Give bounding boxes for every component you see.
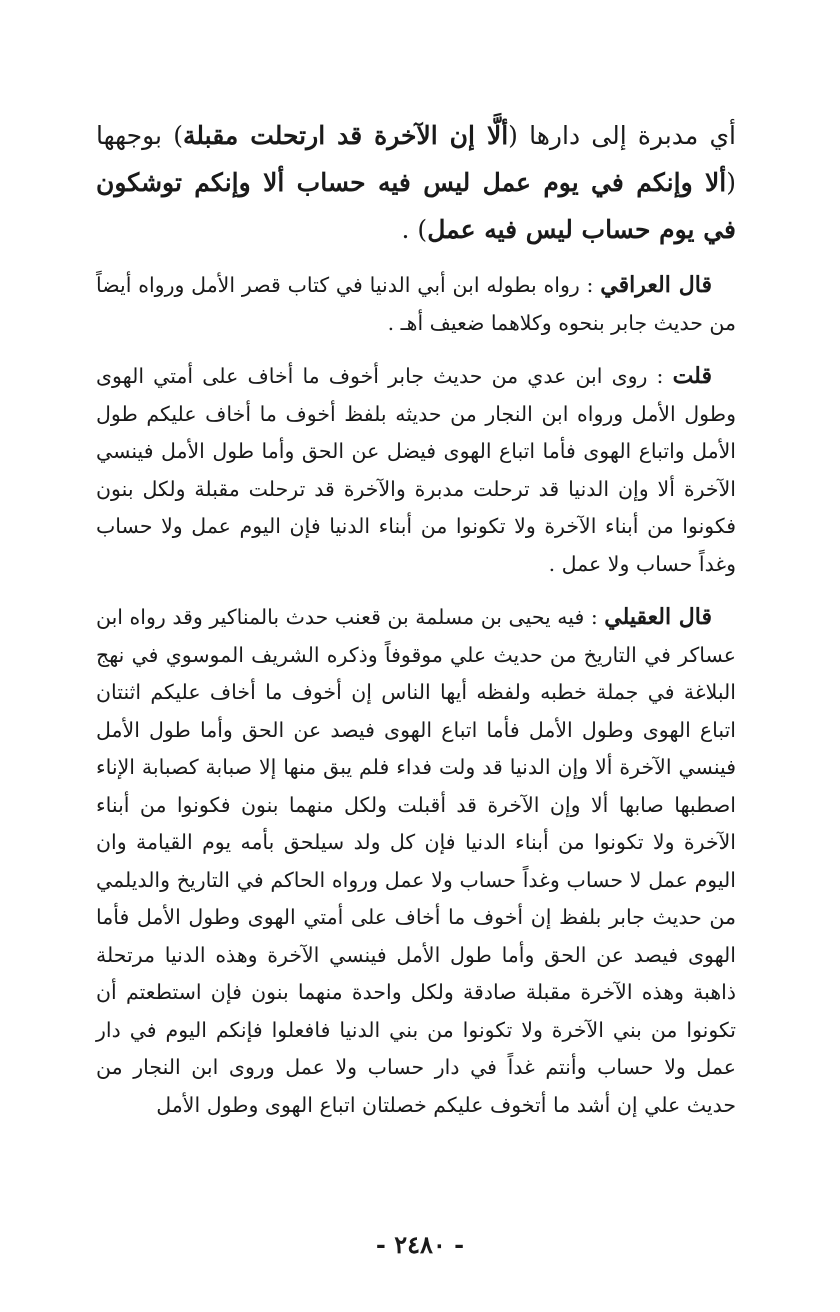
intro-text-1: أي مدبرة إلى دارها ( (508, 121, 736, 150)
page-content (96, 112, 736, 1124)
intro-text-2: ) بوجهها ( (96, 121, 736, 197)
speaker-label: قال العقيلي (604, 604, 712, 630)
speaker-label: قلت (672, 363, 712, 389)
intro-paragraph (96, 112, 736, 253)
intro-quote-2: ألا وإنكم في يوم عمل ليس فيه حساب ألا وإنكم توشكون في يوم حساب ليس فيه عمل (96, 168, 736, 244)
qultu-paragraph (96, 358, 736, 583)
paragraph-text: : فيه يحيى بن مسلمة بن قعنب حدث بالمناكير وقد رواه ابن عساكر في التاريخ من حديث علي موقوفاً وذكره الشريف الموسوي في نهج البلاغة في جملة خطبه ولفظه أيها الناس إن أخوف ما أخاف عليكم اثنتان اتباع الهوى وطول الأمل فأما اتباع الهوى فيصد عن الحق وأما طول الأمل فينسي الآخرة ألا وإن الدنيا قد ولت فداء فلم يبق منها إلا صبابة كصبابة الإناء اصطبها صابها ألا وإن الآخرة قد أقبلت ولكل منهما بنون فكونوا من أبناء الآخرة ولا تكونوا من أبناء الدنيا فإن كل ولد سيلحق بأمه يوم القيامة وان اليوم عمل لا حساب وغداً حساب ولا عمل ورواه الحاكم في التاريخ والديلمي من حديث جابر بلفظ إن أخوف ما أخاف على أمتي الهوى وطول الأمل فأما الهوى فيصد عن الحق وأما طول الأمل فينسي الآخرة وهذه الدنيا مرتحلة ذاهبة وهذه الآخرة مقبلة صادقة ولكل واحدة منهما بنون فإن استطعتم أن تكونوا من بني الآخرة ولا تكونوا من بني الدنيا فافعلوا فإنكم اليوم في دار عمل ولا حساب وأنتم غداً في دار حساب ولا عمل وروى ابن النجار من حديث علي إن أشد ما أتخوف عليكم خصلتان اتباع الهوى وطول الأمل (96, 605, 736, 1117)
speaker-label: قال العراقي (600, 272, 712, 298)
intro-text-3: ) . (401, 215, 428, 244)
intro-quote-1: ألَّا إن الآخرة قد ارتحلت مقبلة (182, 121, 509, 150)
paragraph-text: : رواه بطوله ابن أبي الدنيا في كتاب قصر الأمل ورواه أيضاً من حديث جابر بنحوه وكلاهما ضعيف أهـ . (96, 273, 736, 335)
page-number: - ٢٤٨٠ - (375, 1230, 465, 1259)
uqayli-paragraph (96, 599, 736, 1124)
paragraph-text: : روى ابن عدي من حديث جابر أخوف ما أخاف على أمتي الهوى وطول الأمل ورواه ابن النجار من حديثه بلفظ أخوف ما أخاف عليكم طول الأمل واتباع الهوى فأما اتباع الهوى فيضل عن الحق وأما طول الأمل فينسي الآخرة ألا وإن الدنيا قد ترحلت مدبرة والآخرة قد ترحلت مقبلة ولكل بنون فكونوا من أبناء الآخرة ولا تكونوا من أبناء الدنيا فإن اليوم عمل ولا حساب وغداً حساب ولا عمل . (96, 364, 736, 576)
iraqi-paragraph (96, 267, 736, 342)
